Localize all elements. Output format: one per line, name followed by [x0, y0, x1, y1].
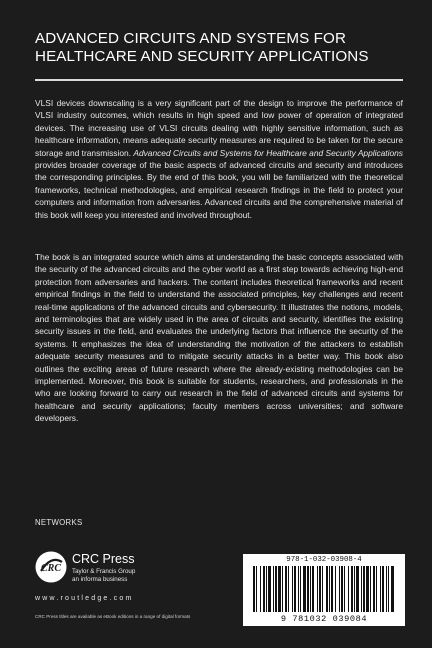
barcode-bar	[370, 566, 371, 612]
book-title	[35, 30, 405, 66]
publisher-name: CRC Press	[72, 552, 135, 566]
barcode-bar	[288, 566, 289, 612]
title-line-1: ADVANCED CIRCUITS AND SYSTEMS FOR	[35, 30, 347, 47]
barcode-bar	[354, 566, 355, 612]
isbn-barcode	[243, 554, 405, 626]
crc-press-logo-icon	[35, 551, 67, 583]
barcode-bar	[275, 566, 277, 612]
ebook-footnote: CRC Press titles are available as eBook editions in a range of digital formats	[35, 614, 191, 619]
barcode-bars	[253, 566, 395, 612]
barcode-bar	[382, 566, 384, 612]
publisher-business: an informa business	[72, 575, 128, 583]
barcode-bar	[273, 566, 274, 612]
category-label: NETWORKS	[35, 518, 83, 527]
title-line-2: HEALTHCARE AND SECURITY APPLICATIONS	[35, 48, 369, 65]
barcode-bar	[376, 566, 377, 612]
para1-text-end: provides broader coverage of the basic aspects of advanced circuits and security and introduces the corresponding principles. By the end of this book, you will be familiarized with the theoretical frameworks, technical methodologies, and empirical research findings in the field to protect your computers and information from adversaries. Advanced circuits and the comprehensive material of this book will keep you interested and involved throughout.	[35, 160, 403, 220]
barcode-bar	[319, 566, 321, 612]
barcode-digits: 9 781032 039084	[280, 614, 368, 624]
barcode-bar	[266, 566, 267, 612]
barcode-bar	[373, 566, 375, 612]
barcode-bar	[366, 566, 369, 612]
barcode-bar	[341, 566, 343, 612]
barcode-bar	[298, 566, 299, 612]
barcode-bar	[253, 566, 255, 612]
title-divider	[35, 79, 403, 81]
barcode-bar	[292, 566, 293, 612]
barcode-bar	[322, 566, 323, 612]
barcode-bar	[263, 566, 265, 612]
barcode-bar	[260, 566, 261, 612]
para1-book-title: Advanced Circuits and Systems for Healthcare and Security Applications	[133, 147, 403, 158]
barcode-bar	[307, 566, 309, 612]
publisher-group-name: Taylor & Francis Group	[72, 568, 136, 575]
description-paragraph-2: The book is an integrated source which aims at understanding the basic concepts associated with the security of the advanced circuits and the cyber world as a first step towards achieving high-end protection from adversaries and hackers. The content includes theoretical frameworks and recent empirical findings in the field to understand the associated principles, key challenges and recent real-time applications of the advanced circuits and cybersecurity. It illustrates the notions, models, and terminologies that are widely used in the area of circuits and security, identifies the existing security issues in the field, and evaluates the underlying factors that influence the security of the systems. It emphasizes the idea of understanding the motivation of the attackers to establish adequate security measures and to mitigate security attacks in a better way. This book also outlines the exciting areas of future research where the already-existing methodologies can be implemented. Moreover, this book is suitable for students, researchers, and professionals in the who are looking forward to carry out research in the field of advanced circuits and systems for healthcare and security applications; faculty members across universities; and software developers.	[35, 252, 403, 424]
barcode-bar	[356, 566, 359, 612]
publisher-group	[72, 568, 135, 583]
barcode-bar	[386, 566, 387, 612]
barcode-bar	[329, 566, 330, 612]
barcode-bar	[380, 566, 381, 612]
barcode-bar	[335, 566, 336, 612]
barcode-bar	[312, 566, 314, 612]
description-paragraph-1	[35, 97, 403, 221]
barcode-bar	[282, 566, 283, 612]
barcode-bar	[285, 566, 287, 612]
barcode-bar	[331, 566, 333, 612]
barcode-bar	[339, 566, 340, 612]
barcode-bar	[300, 566, 301, 612]
barcode-bar	[348, 566, 349, 612]
barcode-bar	[361, 566, 362, 612]
para1-text-start: VLSI devices downscaling is a very significant part of the design to improve the performance of VLSI industry outcomes, which results in high speed and low power of operation of integrated devices. The increasing use of VLSI circuits dealing with highly sensitive information, such as healthcare information, means adequate security measures are required to be taken for the secure storage and transmission.	[35, 98, 403, 158]
barcode-bar	[317, 566, 318, 612]
barcode-bar	[278, 566, 281, 612]
barcode-bar	[310, 566, 311, 612]
logo-text: CRC	[40, 563, 62, 574]
barcode-bar	[326, 566, 328, 612]
barcode-bar	[303, 566, 306, 612]
barcode-bar	[294, 566, 296, 612]
barcode-bar	[344, 566, 345, 612]
isbn-number: 978-1-032-03908-4	[286, 556, 362, 564]
barcode-bar	[363, 566, 365, 612]
barcode-bar	[391, 566, 394, 612]
publisher-website: www.routledge.com	[35, 595, 134, 602]
barcode-bar	[388, 566, 389, 612]
barcode-bar	[351, 566, 353, 612]
barcode-bar	[256, 566, 257, 612]
barcode-bar	[268, 566, 271, 612]
